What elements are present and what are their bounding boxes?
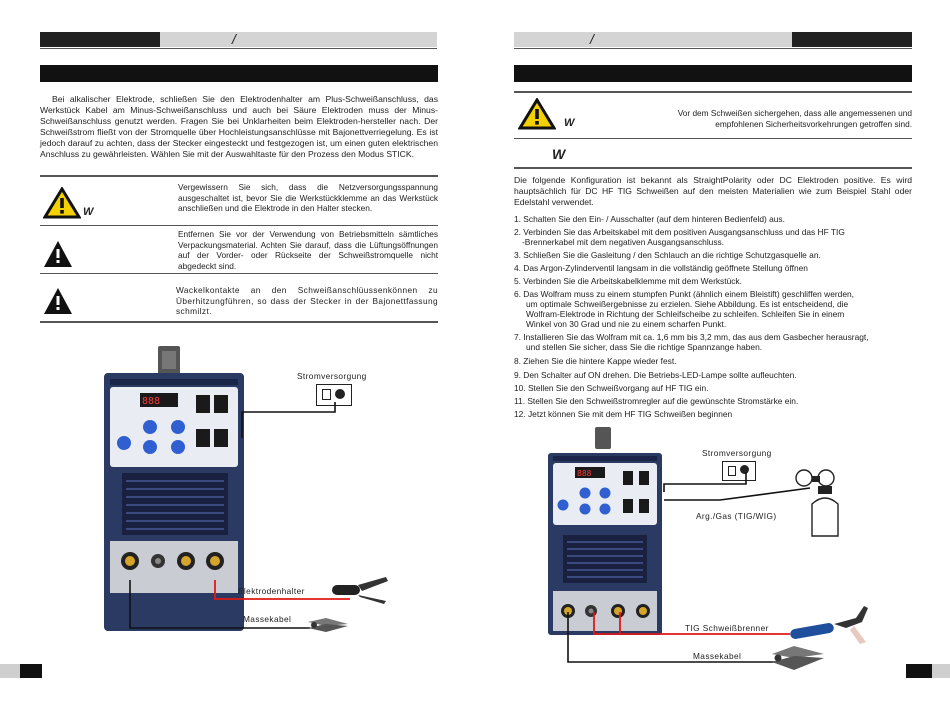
right-header-dark	[792, 32, 912, 47]
warning-icon-yellow	[43, 187, 81, 224]
warning-text-3: Wackelkontakte an den Schweißanschlüussenkönnen zu Überhitzungführen, so dass der Stecker in der Bajonettfassung schmilzt.	[176, 285, 438, 317]
step-9: 9. Den Schalter auf ON drehen. Die Betriebs-LED-Lampe sollte aufleuchten.	[514, 370, 797, 380]
left-header-rule	[40, 48, 437, 49]
step-5: 5. Verbinden Sie die Arbeitskabelklemme mit dem Werkstück.	[514, 276, 742, 286]
right-display: 888	[577, 469, 592, 478]
gas-cylinder-icon	[792, 466, 848, 543]
left-title-bar	[40, 65, 438, 82]
step-6b: um optimale Schweißergebnisse zu erzielen. Siehe Abbildung. Es ist entscheidend, die	[526, 299, 849, 309]
warning-rule-top	[40, 175, 438, 177]
right-header-slash: /	[590, 31, 594, 47]
warning-label: W	[83, 206, 94, 218]
right-ground-clamp-icon	[770, 640, 826, 679]
right-note-rule	[514, 167, 912, 169]
step-10: 10. Stellen Sie den Schweißvorgang auf HF TIG ein.	[514, 383, 709, 393]
step-7a: 7. Installieren Sie das Wolfram mit ca. 1,6 mm bis 3,2 mm, das aus dem Gasbecher herausragt,	[514, 332, 869, 342]
left-intro-text: Bei alkalischer Elektrode, schließen Sie den Elektrodenhalter am Plus-Schweißanschluss, das Werkstück Kabel am Minus-Schweißanschluss und auch bei Säure Elektroden muss der Minus-Schweißanschluss genutzt werden. Fragen Sie bei Unklarheiten beim Elektroden-hersteller nach. Der Schweißstrom fließt von der Stromquelle über Hochleistungsanschlüsse mit Bajonettverriegelung. Es ist jedoch darauf zu achten, dass der Stecker eingesteckt und festgezogen ist, um einen guten elektrischen Anschluss zu gewährleisten. Wählen Sie mit der Auswahltaste für den Prozess den Modus STICK.	[40, 94, 438, 159]
step-2b: -Brennerkabel mit dem negativen Ausgangsanschluss.	[522, 237, 725, 247]
right-cables	[560, 600, 800, 670]
step-1: 1. Schalten Sie den Ein- / Ausschalter (auf dem hinteren Bedienfeld) aus.	[514, 214, 785, 224]
warning-icon-black-2	[43, 287, 73, 320]
warning-text-2: Entfernen Sie vor der Verwendung von Betriebsmitteln sämtliches Verpackungsmaterial. Achten Sie darauf, dass die Lüftungsöffnungen auf der Vorder- oder Rückseite der Schweißstromquelle nicht abgedeckt sind.	[178, 229, 438, 271]
ground-clamp-icon	[306, 614, 350, 641]
step-8: 8. Ziehen Sie die hintere Kappe wieder fest.	[514, 356, 677, 366]
right-note-label: W	[552, 146, 566, 162]
warning-rule-2	[40, 273, 438, 274]
left-header-light	[160, 32, 437, 47]
warning-icon-black-1	[43, 240, 73, 273]
right-ground-label: Massekabel	[693, 651, 742, 661]
right-warning-text: Vor dem Schweißen sichergehen, dass alle angemessenen und empfohlenen Sicherheitsvorkehrungen getroffen sind.	[677, 108, 912, 129]
left-ground-label: Massekabel	[243, 614, 292, 624]
right-warning-icon	[518, 98, 556, 135]
warning-rule-1	[40, 225, 438, 226]
right-warning-rule-top	[514, 91, 912, 93]
right-warning-label: W	[564, 117, 575, 129]
step-6d: Winkel von 30 Grad und nie zu einem scharfen Punkt.	[526, 319, 727, 329]
right-title-bar	[514, 65, 912, 82]
step-6a: 6. Das Wolfram muss zu einem stumpfen Punkt (ähnlich einem Bleistift) geschliffen werden,	[514, 289, 854, 299]
right-warning-rule	[514, 138, 912, 139]
right-power-label: Stromversorgung	[702, 448, 772, 458]
warning-text-1: Vergewissern Sie sich, dass die Netzversorgungsspannung ausgeschaltet ist, bevor Sie die Werkstückklemme an das Werkstück anschließen und die Elektrode in den Halter stecken.	[178, 182, 438, 214]
left-power-label: Stromversorgung	[297, 371, 367, 381]
right-header-rule	[514, 48, 912, 49]
right-header-light	[514, 32, 792, 47]
step-6c: Wolfram-Elektrode in Richtung der Schleifscheibe zu schleifen. Schleifen Sie in einem	[526, 309, 845, 319]
right-gas-label: Arg./Gas (TIG/WIG)	[696, 511, 777, 521]
step-12: 12. Jetzt können Sie mit dem HF TIG Schweißen beginnen	[514, 409, 733, 419]
right-corner-grey	[932, 664, 950, 678]
step-7b: und stellen Sie sicher, dass Sie die richtige Spannzange haben.	[526, 342, 763, 352]
step-4: 4. Das Argon-Zylinderventil langsam in die vollständig geöffnete Stellung öffnen	[514, 263, 808, 273]
warning-rule-bottom	[40, 321, 438, 323]
left-header-slash: /	[232, 31, 236, 47]
right-intro-text: Die folgende Konfiguration ist bekannt als StraightPolarity oder DC Elektroden positive. Es wird hauptsächlich für DC HF TIG Schweißen auf den meisten Materialien wie zum Beispiel Stahl oder Edelstahl verwendet.	[514, 175, 912, 207]
left-corner-grey	[0, 664, 20, 678]
step-11: 11. Stellen Sie den Schweißstromregler auf die gewünschte Stromstärke ein.	[514, 396, 799, 406]
electrode-holder-icon	[328, 575, 390, 610]
left-display: 888	[142, 396, 161, 407]
right-torch-label: TIG Schweißbrenner	[685, 623, 769, 633]
step-3: 3. Schließen Sie die Gasleitung / den Schlauch an die richtige Schutzgasquelle an.	[514, 250, 821, 260]
left-header-dark	[40, 32, 160, 47]
step-2a: 2. Verbinden Sie das Arbeitskabel mit dem positiven Ausgangsanschluss und das HF TIG	[514, 227, 845, 237]
left-electrode-label: Elektrodenhalter	[238, 586, 305, 596]
left-power-cable	[230, 390, 340, 440]
